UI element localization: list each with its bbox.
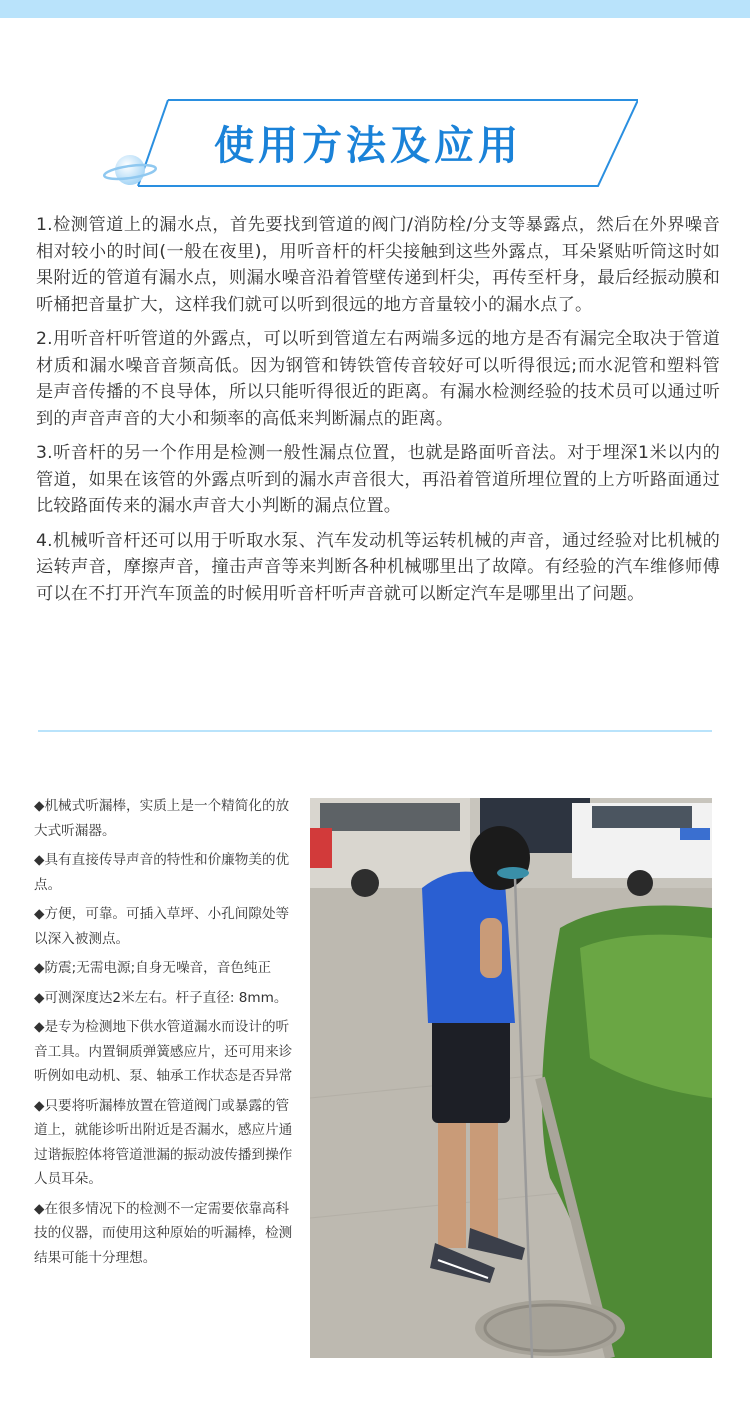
section-divider bbox=[38, 730, 712, 732]
feature-list bbox=[34, 794, 296, 1275]
feature-item: ◆机械式听漏棒，实质上是一个精简化的放大式听漏器。 bbox=[34, 798, 290, 839]
usage-paragraph-1: 1.检测管道上的漏水点，首先要找到管道的阀门/消防栓/分支等暴露点，然后在外界噪音相对较小的时间(一般在夜里)，用听音杆的杆尖接触到这些外露点，耳朵紧贴听筒这时如果附近的管道有漏水点，则漏水噪音沿着管壁传递到杆尖，再传至杆身，最后经振动膜和听桶把音量扩大，这样我们就可以听到很远的地方音量较小的漏水点了。 bbox=[36, 215, 720, 315]
feature-item: ◆是专为检测地下供水管道漏水而设计的听音工具。内置铜质弹簧感应片，还可用来诊听例如电动机、泵、轴承工作状态是否异常 bbox=[34, 1019, 293, 1084]
feature-item: ◆防震;无需电源;自身无噪音，音色纯正 bbox=[34, 960, 272, 976]
usage-paragraph-4: 4.机械听音杆还可以用于听取水泵、汽车发动机等运转机械的声音，通过经验对比机械的运转声音，摩擦声音，撞击声音等来判断各种机械哪里出了故障。有经验的汽车维修师傅可以在不打开汽车顶盖的时候用听音杆听声音就可以断定汽车是哪里出了问题。 bbox=[36, 530, 720, 604]
usage-paragraph-2: 2.用听音杆听管道的外露点，可以听到管道左右两端多远的地方是否有漏完全取决于管道材质和漏水噪音音频高低。因为钢管和铸铁管传音较好可以听得很远;而水泥管和塑料管是声音传播的不良导体，所以只能听得很近的距离。有漏水检测经验的技术员可以通过听到的声音声音的大小和频率的高低来判断漏点的距离。 bbox=[36, 329, 720, 429]
feature-item: ◆只要将听漏棒放置在管道阀门或暴露的管道上，就能诊听出附近是否漏水，感应片通过谐振腔体将管道泄漏的振动波传播到操作人员耳朵。 bbox=[34, 1097, 293, 1187]
usage-paragraph-3: 3.听音杆的另一个作用是检测一般性漏点位置，也就是路面听音法。对于埋深1米以内的管道，如果在该管的外露点听到的漏水声音很大，再沿着管道所埋位置的上方听路面通过比较路面传来的漏水声音大小判断的漏点位置。 bbox=[36, 443, 720, 516]
feature-item: ◆方便，可靠。可插入草坪、小孔间隙处等以深入被测点。 bbox=[34, 906, 290, 947]
feature-item: ◆在很多情况下的检测不一定需要依靠高科技的仪器，而使用这种原始的听漏棒，检测结果可能十分理想。 bbox=[34, 1200, 293, 1266]
feature-item: ◆可测深度达2米左右。杆子直径: 8mm。 bbox=[34, 989, 288, 1006]
planet-icon bbox=[102, 148, 158, 192]
section-title-frame bbox=[98, 98, 638, 188]
usage-description bbox=[36, 212, 720, 615]
top-banner-bar bbox=[0, 0, 750, 18]
product-usage-photo bbox=[310, 798, 712, 1358]
page-title: 使用方法及应用 bbox=[214, 123, 522, 169]
feature-item: ◆具有直接传导声音的特性和价廉物美的优点。 bbox=[34, 852, 290, 893]
